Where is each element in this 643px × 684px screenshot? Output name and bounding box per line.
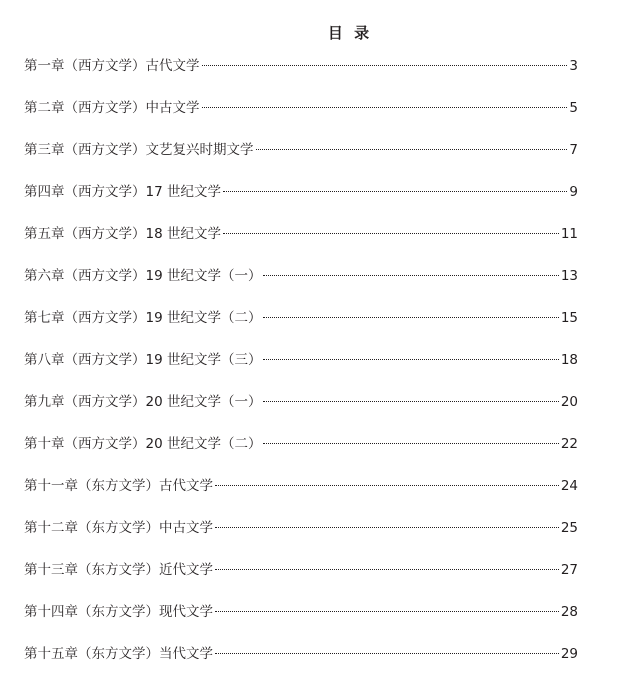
toc-leader-dots bbox=[215, 485, 559, 486]
toc-entry-page-number: 3 bbox=[569, 58, 578, 74]
toc-entry[interactable] bbox=[24, 264, 578, 306]
toc-entry[interactable] bbox=[24, 180, 578, 222]
toc-entry-label: 第一章（西方文学）古代文学 bbox=[24, 58, 200, 74]
toc-entry-page-number: 24 bbox=[560, 478, 578, 494]
toc-entry-page-number: 13 bbox=[560, 268, 578, 284]
toc-entry[interactable] bbox=[24, 222, 578, 264]
toc-entry-label: 第十章（西方文学）20 世纪文学（二） bbox=[24, 436, 262, 452]
toc-entry-page-number: 25 bbox=[560, 520, 578, 536]
toc-list bbox=[24, 54, 578, 684]
toc-entry-label: 第六章（西方文学）19 世纪文学（一） bbox=[24, 268, 262, 284]
toc-entry-page-number: 15 bbox=[560, 310, 578, 326]
toc-entry-label: 第十三章（东方文学）近代文学 bbox=[24, 562, 213, 578]
toc-entry-label: 第五章（西方文学）18 世纪文学 bbox=[24, 226, 221, 242]
toc-entry-page-number: 11 bbox=[560, 226, 578, 242]
toc-entry-label: 第十二章（东方文学）中古文学 bbox=[24, 520, 213, 536]
toc-entry-page-number: 7 bbox=[569, 142, 578, 158]
toc-entry-page-number: 18 bbox=[560, 352, 578, 368]
toc-entry-label: 第三章（西方文学）文艺复兴时期文学 bbox=[24, 142, 254, 158]
toc-leader-dots bbox=[256, 149, 568, 150]
toc-leader-dots bbox=[215, 527, 559, 528]
toc-entry-page-number: 20 bbox=[560, 394, 578, 410]
toc-leader-dots bbox=[202, 65, 568, 66]
toc-entry[interactable] bbox=[24, 600, 578, 642]
toc-entry-label: 第七章（西方文学）19 世纪文学（二） bbox=[24, 310, 262, 326]
toc-entry[interactable] bbox=[24, 348, 578, 390]
toc-leader-dots bbox=[263, 401, 558, 402]
toc-entry-page-number: 9 bbox=[569, 184, 578, 200]
toc-entry-label: 第十五章（东方文学）当代文学 bbox=[24, 646, 213, 662]
toc-entry[interactable] bbox=[24, 474, 578, 516]
toc-entry-page-number: 27 bbox=[560, 562, 578, 578]
toc-entry-page-number: 5 bbox=[569, 100, 578, 116]
toc-leader-dots bbox=[223, 233, 559, 234]
toc-entry[interactable] bbox=[24, 54, 578, 96]
toc-leader-dots bbox=[215, 653, 559, 654]
toc-entry-page-number: 29 bbox=[560, 646, 578, 662]
toc-entry-label: 第八章（西方文学）19 世纪文学（三） bbox=[24, 352, 262, 368]
toc-entry[interactable] bbox=[24, 390, 578, 432]
toc-leader-dots bbox=[263, 317, 558, 318]
toc-title: 目 录 bbox=[327, 24, 373, 42]
toc-leader-dots bbox=[263, 443, 558, 444]
toc-entry-label: 第四章（西方文学）17 世纪文学 bbox=[24, 184, 221, 200]
toc-leader-dots bbox=[215, 569, 559, 570]
toc-entry[interactable] bbox=[24, 138, 578, 180]
toc-entry-label: 第十一章（东方文学）古代文学 bbox=[24, 478, 213, 494]
toc-entry[interactable] bbox=[24, 558, 578, 600]
toc-entry-page-number: 28 bbox=[560, 604, 578, 620]
toc-entry[interactable] bbox=[24, 432, 578, 474]
toc-entry[interactable] bbox=[24, 516, 578, 558]
toc-entry[interactable] bbox=[24, 96, 578, 138]
toc-leader-dots bbox=[263, 275, 558, 276]
toc-leader-dots bbox=[263, 359, 558, 360]
toc-entry-label: 第二章（西方文学）中古文学 bbox=[24, 100, 200, 116]
toc-leader-dots bbox=[223, 191, 567, 192]
toc-entry-page-number: 22 bbox=[560, 436, 578, 452]
toc-entry-label: 第十四章（东方文学）现代文学 bbox=[24, 604, 213, 620]
toc-leader-dots bbox=[202, 107, 568, 108]
toc-entry-label: 第九章（西方文学）20 世纪文学（一） bbox=[24, 394, 262, 410]
toc-entry[interactable] bbox=[24, 306, 578, 348]
toc-leader-dots bbox=[215, 611, 559, 612]
